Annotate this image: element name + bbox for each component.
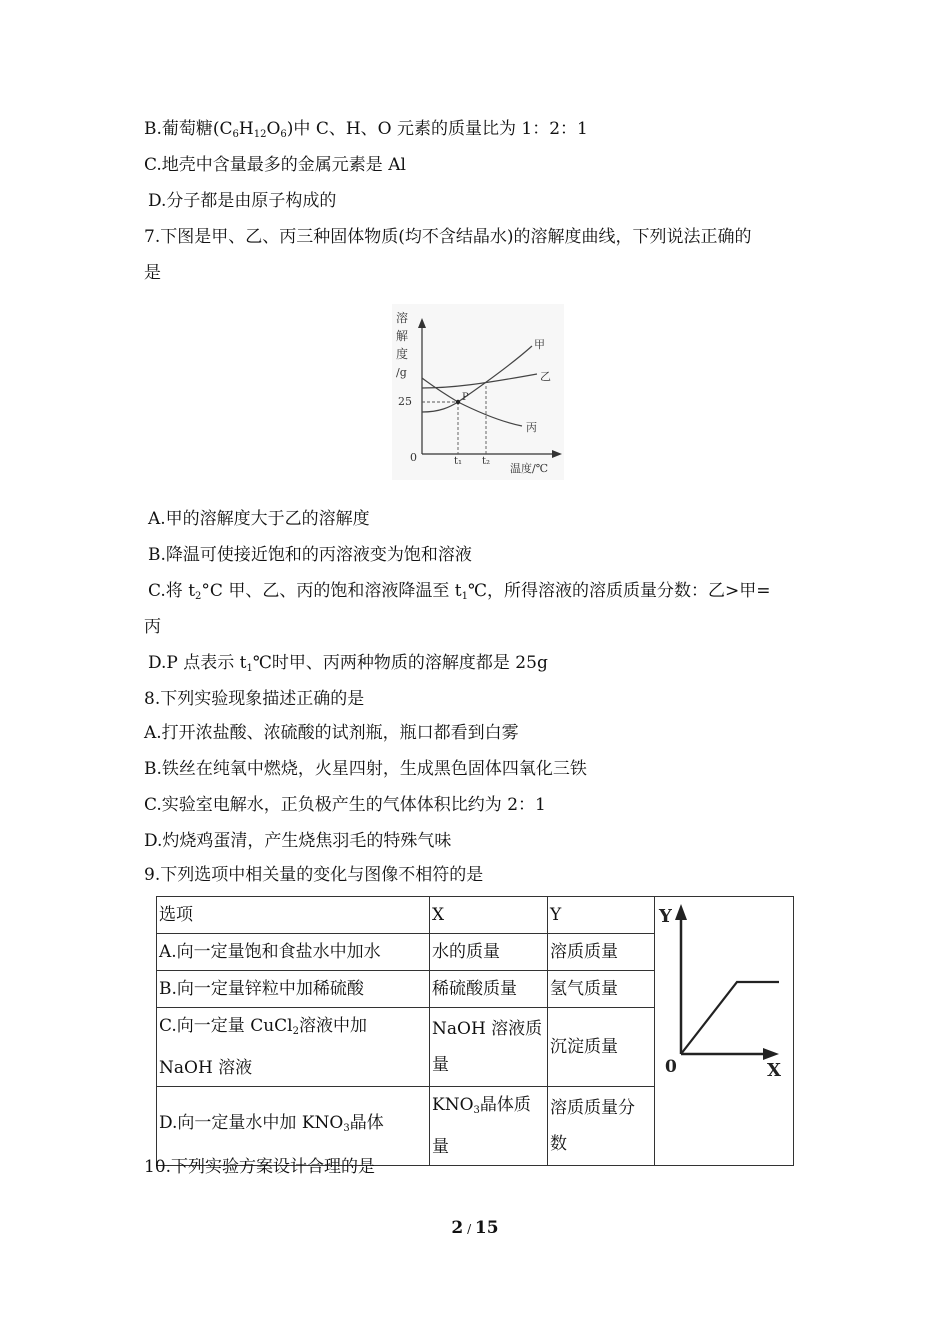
row-d-x: $KNO_3$晶体质 量 <box>430 1087 548 1166</box>
q7-stem-line1: 7.下图是甲、乙、丙三种固体物质(均不含结晶水)的溶解度曲线，下列说法正确的 <box>144 227 752 247</box>
table-header-row <box>157 897 794 934</box>
header-y: Y <box>548 897 655 934</box>
row-b-x: 稀硫酸质量 <box>430 971 548 1008</box>
graph-line <box>681 982 779 1054</box>
curve-jia-label: 甲 <box>534 338 545 351</box>
q8-option-b: B.铁丝在纯氧中燃烧，火星四射，生成黑色固体四氧化三铁 <box>144 759 587 779</box>
y-label-3: 度 <box>396 347 409 361</box>
q7-stem-line2: 是 <box>144 263 161 283</box>
q9-stem: 9.下列选项中相关量的变化与图像不相符的是 <box>144 865 484 885</box>
q7-option-c: C.将 $t_2^\circ C$ 甲、乙、丙的饱和溶液降温至 $t_1℃$，所得溶液的溶质质量分数：乙>甲= <box>148 581 771 602</box>
graph-x-arrow <box>763 1048 779 1060</box>
curve-yi-label: 乙 <box>540 370 551 383</box>
q6-option-d: D.分子都是由原子构成的 <box>148 191 337 211</box>
row-a-y: 溶质质量 <box>548 934 655 971</box>
q9-graph-cell <box>655 897 794 1166</box>
point-p-label: P <box>462 392 469 403</box>
x-axis-label: 温度/℃ <box>510 462 549 475</box>
row-c-x: NaOH 溶液质 量 <box>430 1008 548 1087</box>
y-tick-25: 25 <box>398 395 412 408</box>
x-tick-t2: t₂ <box>482 456 491 467</box>
q7-option-c-line2: 丙 <box>144 617 161 637</box>
origin-label: 0 <box>410 451 417 464</box>
graph-origin: 0 <box>665 1056 677 1077</box>
graph-y-label: Y <box>659 905 672 927</box>
row-c-y: 沉淀质量 <box>548 1008 655 1087</box>
row-b-y: 氢气质量 <box>548 971 655 1008</box>
header-option: 选项 <box>157 897 430 934</box>
q6-option-c: C.地壳中含量最多的金属元素是 Al <box>144 155 406 175</box>
y-label-4: /g <box>396 366 407 379</box>
graph-y-arrow <box>675 904 687 920</box>
header-x: X <box>430 897 548 934</box>
q8-option-c: C.实验室电解水，正负极产生的气体体积比约为 2：1 <box>144 795 546 815</box>
graph-x-label: X <box>767 1059 781 1081</box>
q7-option-d: D.P 点表示 $t_1℃$时甲、丙两种物质的溶解度都是 25g <box>148 653 548 674</box>
row-b-option: B.向一定量锌粒中加稀硫酸 <box>157 971 430 1008</box>
y-label-2: 解 <box>396 329 409 343</box>
page-number: 2 / 15 <box>451 1218 499 1238</box>
q9-options-table <box>156 896 794 1166</box>
row-d-y: 溶质质量分 数 <box>548 1087 655 1166</box>
row-a-option: A.向一定量饱和食盐水中加水 <box>157 934 430 971</box>
row-c-option: C.向一定量 CuCl$_2$溶液中加 NaOH 溶液 <box>157 1008 430 1087</box>
row-a-x: 水的质量 <box>430 934 548 971</box>
q6-option-b: B.葡萄糖$(C_6H_{12}O_6)$中 C、H、O 元素的质量比为 1：2：1 <box>144 119 588 140</box>
point-p-marker <box>456 400 460 404</box>
q10-stem: 10.下列实验方案设计合理的是 <box>144 1157 376 1177</box>
curve-bing-label: 丙 <box>526 421 537 434</box>
q8-option-d: D.灼烧鸡蛋清，产生烧焦羽毛的特殊气味 <box>144 831 452 851</box>
y-label-1: 溶 <box>396 311 409 325</box>
solubility-curve-figure <box>392 304 564 480</box>
q7-option-a: A.甲的溶解度大于乙的溶解度 <box>148 509 370 529</box>
x-tick-t1: t₁ <box>454 456 463 467</box>
q9-graph <box>655 898 793 1152</box>
row-d-option: D.向一定量水中加 $KNO_3$晶体 <box>157 1087 430 1166</box>
q8-option-a: A.打开浓盐酸、浓硫酸的试剂瓶，瓶口都看到白雾 <box>144 723 519 743</box>
q8-stem: 8.下列实验现象描述正确的是 <box>144 689 365 709</box>
q7-option-b: B.降温可使接近饱和的丙溶液变为饱和溶液 <box>148 545 472 565</box>
